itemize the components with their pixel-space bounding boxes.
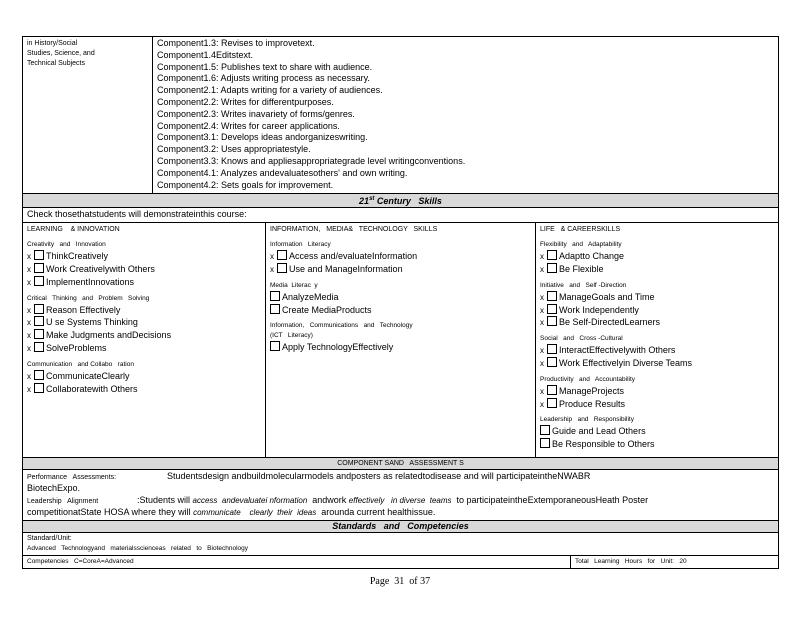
skill-item bbox=[540, 263, 774, 276]
component-line: Component4.1: Analyzes andevaluatesothers' and own writing. bbox=[157, 167, 408, 178]
skill-mark: x bbox=[540, 305, 544, 315]
skill-mark: x bbox=[27, 318, 31, 328]
component-line: Component3.3: Knows and appliesappropriategrade level writingconventions. bbox=[157, 155, 466, 166]
skill-group-name: Media Literac y bbox=[270, 281, 318, 289]
skill-label: ImplementInnovations bbox=[46, 276, 135, 287]
skill-item bbox=[540, 398, 774, 411]
skill-group-name: Productivity and Accountability bbox=[540, 375, 636, 383]
skill-checkbox[interactable] bbox=[547, 291, 557, 301]
skill-label: Guide and Lead Others bbox=[552, 426, 646, 437]
skills-header bbox=[23, 194, 778, 208]
skill-checkbox[interactable] bbox=[34, 316, 44, 326]
subject-cell bbox=[23, 37, 153, 193]
leadership-italic: access andevaluatei nformation bbox=[192, 495, 308, 505]
leadership-text: arounda current healthissue. bbox=[316, 506, 436, 517]
component-line: Component2.1: Adapts writing for a variety of audiences. bbox=[157, 85, 383, 96]
life-career-column bbox=[536, 223, 778, 457]
skill-label: Work Creativelywith Others bbox=[46, 263, 155, 274]
page-number: Page 31 of 37 bbox=[369, 576, 431, 587]
component-line: Component1.4Editstext. bbox=[157, 49, 254, 60]
skill-mark: x bbox=[540, 252, 544, 262]
skill-item bbox=[27, 276, 261, 289]
skill-item bbox=[27, 329, 261, 342]
leadership-text: :Students will bbox=[137, 494, 193, 505]
leadership-text: competitionatState HOSA where they will bbox=[27, 506, 194, 517]
skill-group-name: Flexibility and Adaptability bbox=[540, 241, 622, 249]
skill-item bbox=[540, 385, 774, 398]
skill-checkbox[interactable] bbox=[270, 291, 280, 301]
skill-item bbox=[540, 304, 774, 317]
skill-label: SolveProblems bbox=[46, 342, 107, 353]
skill-item bbox=[540, 250, 774, 263]
skill-label: Work Effectivelyin Diverse Teams bbox=[559, 357, 693, 368]
skill-label: Be Flexible bbox=[559, 263, 604, 274]
skill-mark: x bbox=[27, 252, 31, 262]
skill-mark: x bbox=[540, 358, 544, 368]
skill-checkbox[interactable] bbox=[34, 304, 44, 314]
skill-group bbox=[27, 240, 261, 288]
skill-item bbox=[270, 304, 531, 317]
skill-item bbox=[27, 383, 261, 396]
skill-item bbox=[540, 438, 774, 451]
skills-header-text: 21st Century Skills bbox=[359, 196, 442, 207]
skill-label: U se Systems Thinking bbox=[46, 317, 138, 328]
skill-checkbox[interactable] bbox=[270, 304, 280, 314]
skill-mark: x bbox=[540, 264, 544, 274]
leadership-text: andwork bbox=[307, 494, 349, 505]
skill-group bbox=[27, 360, 261, 396]
skill-label: Adaptto Change bbox=[559, 251, 625, 262]
component-line: Component3.2: Uses appropriatestyle. bbox=[157, 144, 311, 155]
competencies-row bbox=[23, 556, 778, 568]
skill-label: Be Self-DirectedLearners bbox=[559, 317, 661, 328]
skill-group-name: Information, Communications and Technology bbox=[270, 322, 413, 330]
skill-mark: x bbox=[540, 386, 544, 396]
skill-mark: x bbox=[540, 399, 544, 409]
subject-line: Studies, Science, and bbox=[27, 50, 95, 57]
component-line: Component2.3: Writes inavariety of forms/genres. bbox=[157, 108, 355, 119]
components-cell bbox=[153, 37, 778, 193]
check-instruction: Check thosethatstudents will demonstrateinthis course: bbox=[27, 209, 247, 220]
skill-checkbox[interactable] bbox=[547, 250, 557, 260]
skill-label: Work Independently bbox=[559, 304, 639, 315]
skill-item bbox=[270, 341, 531, 354]
components-assessments-header bbox=[23, 458, 778, 470]
skill-group bbox=[270, 240, 531, 276]
skill-mark: x bbox=[540, 318, 544, 328]
skill-group bbox=[540, 375, 774, 411]
standard-unit-text: Advanced Technologyand materialsscienceas related to Biotechnology bbox=[27, 544, 249, 552]
skill-item bbox=[540, 357, 774, 370]
leadership-italic: effectively in diverse teams bbox=[348, 495, 452, 505]
skill-label: Use and ManageInformation bbox=[289, 263, 403, 274]
skill-mark: x bbox=[27, 264, 31, 274]
subject-line: in History/Social bbox=[27, 40, 78, 47]
assessments-cell bbox=[23, 470, 778, 520]
skill-group-name: Social and Cross -Cultural bbox=[540, 335, 623, 343]
skill-mark: x bbox=[27, 371, 31, 381]
skill-checkbox[interactable] bbox=[547, 316, 557, 326]
skill-checkbox[interactable] bbox=[540, 425, 550, 435]
skill-item bbox=[540, 344, 774, 357]
skill-mark: x bbox=[270, 264, 274, 274]
skill-mark: x bbox=[27, 331, 31, 341]
component-line: Component1.3: Revises to improvetext. bbox=[157, 38, 315, 48]
skill-group bbox=[540, 240, 774, 276]
skill-label: Apply TechnologyEffectively bbox=[282, 342, 394, 353]
skill-checkbox[interactable] bbox=[547, 357, 557, 367]
performance-label: Performance Assessments: bbox=[27, 474, 117, 482]
skills-column-title: LEARNING & INNOVATION bbox=[27, 226, 120, 234]
components-assessments-title: COMPONENT SAND ASSESSMENT S bbox=[337, 460, 464, 468]
information-media-column bbox=[266, 223, 536, 457]
skill-item bbox=[27, 342, 261, 355]
skill-label: ManageGoals and Time bbox=[559, 291, 655, 302]
skill-label: AnalyzeMedia bbox=[282, 291, 339, 302]
skill-item bbox=[270, 263, 531, 276]
skill-item bbox=[27, 304, 261, 317]
standard-unit-cell bbox=[23, 533, 252, 555]
leadership-text: to participateintheExtemporaneousHeath Poster bbox=[451, 494, 649, 505]
skills-column-title: INFORMATION, MEDIA& TECHNOLOGY SKILLS bbox=[270, 226, 438, 234]
skill-mark: x bbox=[27, 277, 31, 287]
skill-label: InteractEffectivelywith Others bbox=[559, 345, 676, 356]
skill-label: Create MediaProducts bbox=[282, 304, 372, 315]
skill-mark: x bbox=[540, 292, 544, 302]
skill-group bbox=[540, 281, 774, 329]
component-line: Component4.2: Sets goals for improvement. bbox=[157, 179, 334, 190]
skill-label: CommunicateClearly bbox=[46, 370, 130, 381]
skill-checkbox[interactable] bbox=[547, 385, 557, 395]
skill-label: ThinkCreatively bbox=[46, 251, 109, 262]
skill-item bbox=[540, 316, 774, 329]
skill-item bbox=[27, 316, 261, 329]
skill-label: Reason Effectively bbox=[46, 304, 121, 315]
skill-item bbox=[27, 263, 261, 276]
component-line: Component1.5: Publishes text to share with audience. bbox=[157, 61, 373, 72]
skill-label: Be Responsible to Others bbox=[552, 439, 655, 450]
skill-group-name: Creativity and Innovation bbox=[27, 241, 106, 249]
skill-checkbox[interactable] bbox=[547, 344, 557, 354]
subject-line: Technical Subjects bbox=[27, 60, 85, 67]
skill-group-name: Initiative and Self -Direction bbox=[540, 281, 627, 289]
skills-columns bbox=[23, 223, 778, 458]
skill-item bbox=[540, 425, 774, 438]
skill-mark: x bbox=[27, 384, 31, 394]
skill-label: Collaboratewith Others bbox=[46, 383, 138, 394]
standards-title: Standards and Competencies bbox=[332, 520, 469, 531]
leadership-italic: communicate clearly their ideas bbox=[193, 507, 317, 517]
skill-item bbox=[27, 370, 261, 383]
skill-group-name: Information Literacy bbox=[270, 241, 331, 249]
performance-text: Studentsdesign andbuildmolecularmodels andposters as relatedtodisease and will participateintheNWABR bbox=[167, 471, 591, 482]
skill-checkbox[interactable] bbox=[34, 383, 44, 393]
skill-item bbox=[540, 291, 774, 304]
check-instruction-row bbox=[23, 208, 778, 223]
skill-checkbox[interactable] bbox=[34, 329, 44, 339]
skill-group-name: (ICT Literacy) bbox=[270, 332, 313, 340]
assessments-row bbox=[23, 470, 778, 521]
component-line: Component3.1: Develops ideas andorganizeswriting. bbox=[157, 132, 368, 143]
skill-checkbox[interactable] bbox=[34, 276, 44, 286]
skills-column-title: LIFE & CAREERSKILLS bbox=[540, 226, 621, 234]
skill-label: Produce Results bbox=[559, 398, 626, 409]
leadership-label: Leadership Alignment bbox=[27, 497, 99, 505]
skill-label: Make Judgments andDecisions bbox=[46, 330, 172, 341]
component-line: Component2.4: Writes for career applications. bbox=[157, 120, 340, 131]
skill-checkbox[interactable] bbox=[277, 263, 287, 273]
skill-label: ManageProjects bbox=[559, 385, 625, 396]
skill-group bbox=[270, 321, 531, 354]
skill-checkbox[interactable] bbox=[547, 304, 557, 314]
skill-checkbox[interactable] bbox=[540, 438, 550, 448]
skill-group-name: Leadership and Responsibility bbox=[540, 416, 634, 424]
standard-unit-label: Standard/Unit: bbox=[27, 534, 72, 542]
skill-group bbox=[540, 415, 774, 451]
skill-checkbox[interactable] bbox=[277, 250, 287, 260]
skill-mark: x bbox=[27, 343, 31, 353]
skill-item bbox=[27, 250, 261, 263]
standard-unit-row bbox=[23, 533, 778, 556]
skill-checkbox[interactable] bbox=[270, 341, 280, 351]
skill-group-name: Communication and Collabo ration bbox=[27, 360, 134, 368]
skill-item bbox=[270, 250, 531, 263]
learning-innovation-column bbox=[23, 223, 266, 457]
skill-mark: x bbox=[270, 252, 274, 262]
skill-checkbox[interactable] bbox=[547, 398, 557, 408]
skill-group bbox=[270, 281, 531, 317]
performance-text-cont: BiotechExpo. bbox=[27, 483, 81, 494]
skill-label: Access and/evaluateInformation bbox=[289, 251, 418, 262]
skill-group bbox=[540, 334, 774, 370]
components-row bbox=[23, 37, 778, 194]
skill-checkbox[interactable] bbox=[547, 263, 557, 273]
component-line: Component1.6: Adjusts writing process as necessary. bbox=[157, 73, 370, 84]
skill-checkbox[interactable] bbox=[34, 342, 44, 352]
skill-checkbox[interactable] bbox=[34, 370, 44, 380]
skill-item bbox=[270, 291, 531, 304]
total-hours: Total Learning Hours for Unit: 20 bbox=[575, 557, 687, 565]
skill-mark: x bbox=[27, 305, 31, 315]
component-line: Component2.2: Writes for differentpurposes. bbox=[157, 96, 334, 107]
standards-document bbox=[22, 36, 779, 569]
standards-header bbox=[23, 521, 778, 533]
competencies-label: Competencies C=CoreA=Advanced bbox=[23, 556, 571, 568]
skill-group bbox=[27, 294, 261, 355]
skill-group-name: Critical Thinking and Problem Solving bbox=[27, 294, 150, 302]
skill-mark: x bbox=[540, 346, 544, 356]
skill-checkbox[interactable] bbox=[34, 250, 44, 260]
skill-checkbox[interactable] bbox=[34, 263, 44, 273]
